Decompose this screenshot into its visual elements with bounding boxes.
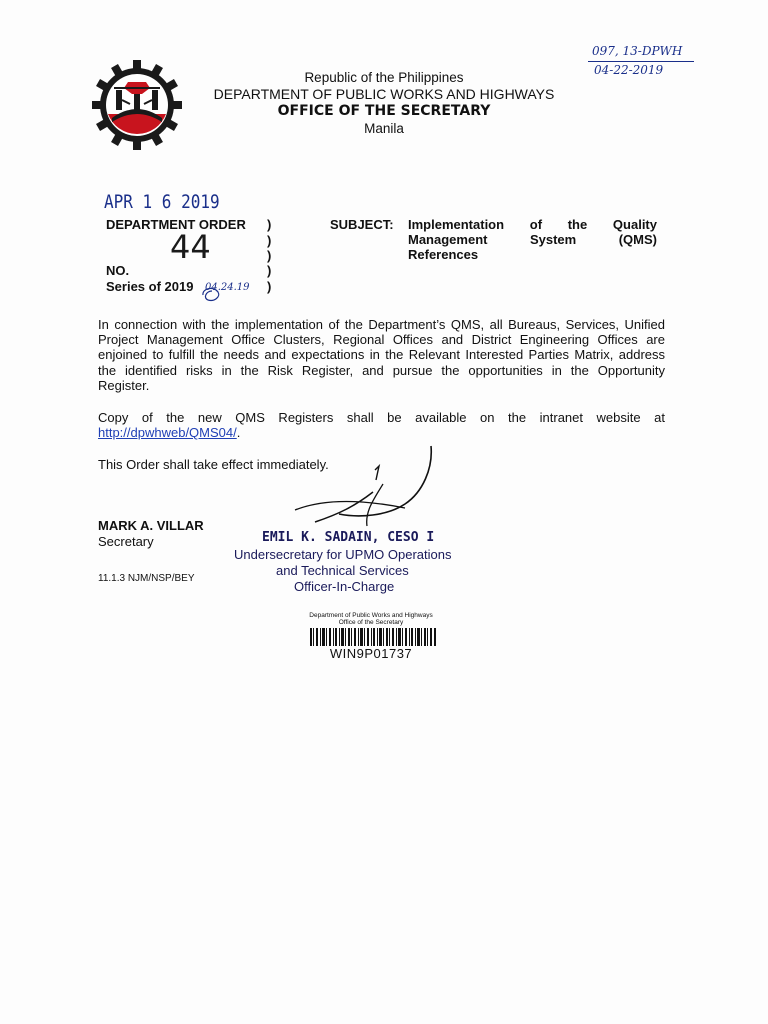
order-label: DEPARTMENT ORDER <box>106 217 246 232</box>
barcode-code: WIN9P01737 <box>329 646 413 661</box>
header-city: Manila <box>364 121 404 136</box>
barcode-dept: Department of Public Works and Highways <box>309 612 433 619</box>
signatory-title: Secretary <box>98 534 154 549</box>
date-stamp: APR 1 6 2019 <box>104 190 220 213</box>
header-office: OFFICE OF THE SECRETARY <box>277 103 491 119</box>
subject-line-2: Management System (QMS) <box>408 232 657 247</box>
order-number: 44 <box>170 228 211 266</box>
signatory-name: MARK A. VILLAR <box>98 518 204 533</box>
signature-icon <box>255 440 445 530</box>
subject-line-3: References <box>408 247 479 262</box>
subject-line-1: Implementation of the Quality <box>408 217 657 232</box>
body-para1-line3: enjoined to fulfill the needs and expectations in the Relevant Interested Parties Matrix, address <box>98 347 665 362</box>
body-para2-end: . <box>236 425 241 440</box>
receipt-note-date: 04-22-2019 <box>594 63 664 77</box>
header-country: Republic of the Philippines <box>304 70 464 85</box>
order-series: Series of 2019 <box>106 279 194 294</box>
receipt-note-divider <box>588 61 694 62</box>
paren-3: ) <box>267 248 272 263</box>
paren-2: ) <box>267 233 272 248</box>
body-para1-line5: Register. <box>98 378 150 393</box>
subject-label: SUBJECT: <box>330 217 394 232</box>
body-para2-line1: Copy of the new QMS Registers shall be available on the intranet website at <box>98 410 665 425</box>
paren-1: ) <box>267 217 272 232</box>
body-para2-line2 <box>98 425 240 440</box>
order-series-note: 04.24.19 <box>205 282 250 293</box>
initial-scribble-icon <box>200 283 224 303</box>
header-department: DEPARTMENT OF PUBLIC WORKS AND HIGHWAYS <box>213 86 555 102</box>
intranet-link[interactable]: http://dpwhweb/QMS04/ <box>98 425 237 440</box>
order-no-label: NO. <box>106 263 130 278</box>
stamp-line-1: Undersecretary for UPMO Operations <box>234 547 452 562</box>
body-para1-line4: the identified risks in the Risk Register, and pursue the opportunities in the Opportunity <box>98 363 665 378</box>
body-para1-line2: Project Management Office Clusters, Regional Offices and District Engineering Offices are <box>98 332 665 347</box>
paren-5: ) <box>267 279 272 294</box>
stamp-name: EMIL K. SADAIN, CESO I <box>262 530 435 545</box>
body-para1-line1: In connection with the implementation of the Department’s QMS, all Bureaus, Services, Unified <box>98 317 665 332</box>
receipt-note-number: 097, 13-DPWH <box>592 44 683 58</box>
stamp-line-3: Officer-In-Charge <box>294 579 395 594</box>
body-para3: This Order shall take effect immediately. <box>98 457 329 472</box>
paren-4: ) <box>267 263 272 278</box>
barcode-icon <box>310 628 436 646</box>
reference-code: 11.1.3 NJM/NSP/BEY <box>98 573 195 584</box>
stamp-line-2: and Technical Services <box>276 563 409 578</box>
barcode-office: Office of the Secretary <box>338 619 404 626</box>
